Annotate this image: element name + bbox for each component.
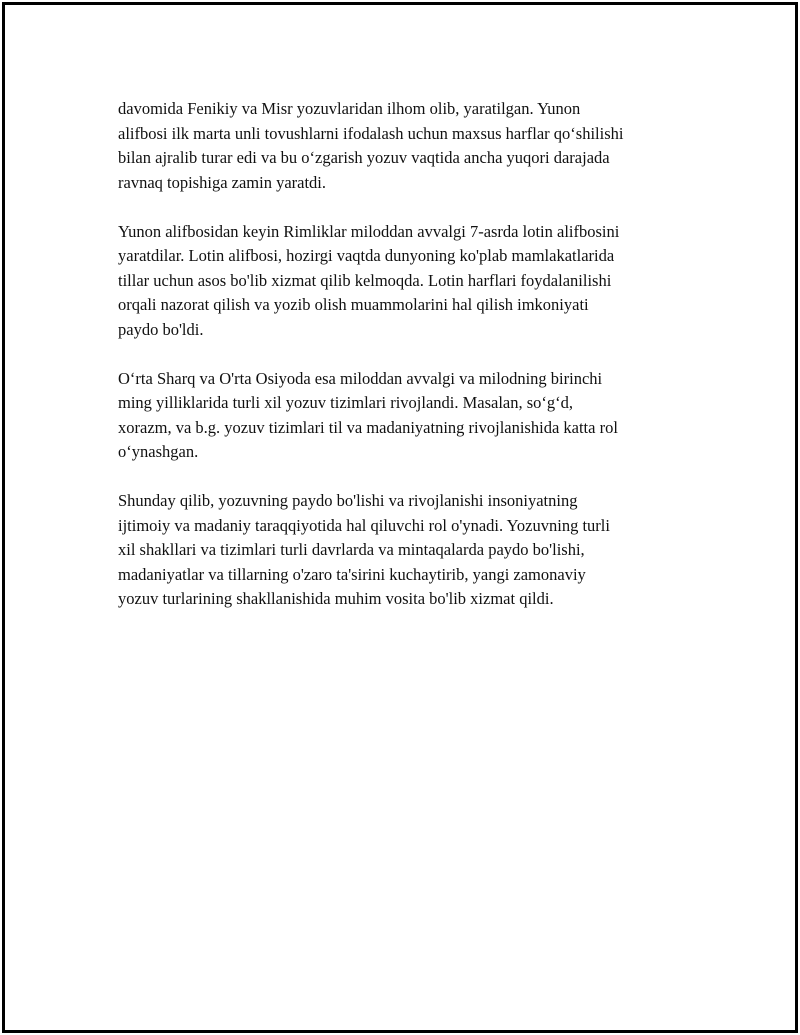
document-body [118,97,698,636]
text-line: yaratdilar. Lotin alifbosi, hozirgi vaqtda dunyoning ko'plab mamlakatlarida [118,246,615,265]
text-line: O‘rta Sharq va O'rta Osiyoda esa miloddan avvalgi va milodning birinchi [118,368,603,388]
paragraph-3 [118,367,698,465]
text-line: alifbosi ilk marta unli tovushlarni ifodalash uchun maxsus harflar qo‘shilishi [118,123,624,143]
text-line: Shunday qilib, yozuvning paydo bo'lishi va rivojlanishi insoniyatning [118,491,578,510]
text-line: paydo bo'ldi. [118,319,204,339]
text-line: davomida Fenikiy va Misr yozuvlaridan ilhom olib, yaratilgan. Yunon [118,99,581,118]
text-line: xil shakllari va tizimlari turli davrlarda va mintaqalarda paydo bo'lishi, [118,540,585,559]
text-line: Yunon alifbosidan keyin Rimliklar miloddan avvalgi 7-asrda lotin alifbosini [118,221,620,241]
paragraph-4 [118,489,698,612]
text-line: bilan ajralib turar edi va bu o‘zgarish yozuv vaqtida ancha yuqori darajada [118,148,610,167]
paragraph-1 [118,97,698,195]
text-line: yozuv turlarining shakllanishida muhim vosita bo'lib xizmat qildi. [118,589,554,608]
text-line: madaniyatlar va tillarning o'zaro ta'sirini kuchaytirib, yangi zamonaviy [118,564,586,584]
paragraph-2 [118,220,698,343]
text-line: tillar uchun asos bo'lib xizmat qilib kelmoqda. Lotin harflari foydalanilishi [118,270,612,290]
text-line: xorazm, va b.g. yozuv tizimlari til va madaniyatning rivojlanishida katta rol [118,417,618,437]
text-line: ming yilliklarida turli xil yozuv tizimlari rivojlandi. Masalan, so‘g‘d, [118,393,574,412]
text-line: ravnaq topishiga zamin yaratdi. [118,172,327,192]
text-line: o‘ynashgan. [118,442,199,461]
text-line: ijtimoiy va madaniy taraqqiyotida hal qiluvchi rol o'ynadi. Yozuvning turli [118,515,610,535]
document-page [2,2,798,1033]
text-line: orqali nazorat qilish va yozib olish muammolarini hal qilish imkoniyati [118,295,589,314]
